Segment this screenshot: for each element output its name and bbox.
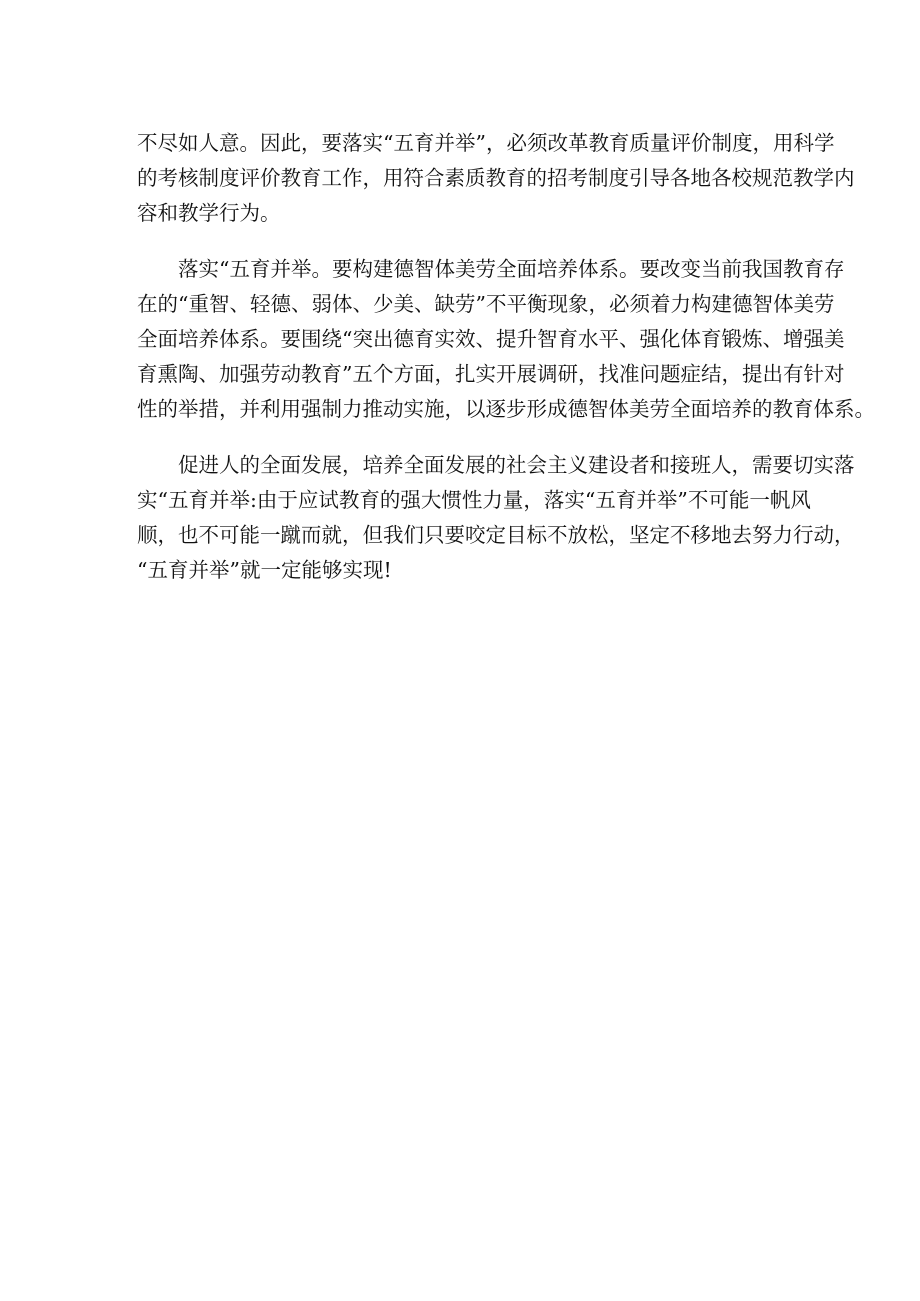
text-line: 顺，也不可能一蹴而就，但我们只要咬定目标不放松，坚定不移地去努力行动， xyxy=(137,523,855,547)
paragraph-spacer xyxy=(137,231,787,252)
text-line: 落实“五育并举。要构建德智体美劳全面培养体系。要改变当前我国教育存 xyxy=(137,257,845,281)
text-line: “五育并举”就一定能够实现! xyxy=(137,558,392,582)
text-line: 促进人的全面发展，培养全面发展的社会主义建设者和接班人，需要切实落 xyxy=(137,453,855,477)
text-line: 实“五育并举:由于应试教育的强大惯性力量，落实“五育并举”不可能一帆风 xyxy=(137,488,811,512)
text-line: 容和教学行为。 xyxy=(137,201,281,225)
document-body xyxy=(137,126,875,588)
text-line: 在的“重智、轻德、弱体、少美、缺劳”不平衡现象，必须着力构建德智体美劳 xyxy=(137,292,835,316)
paragraph-spacer xyxy=(137,427,787,448)
paragraph xyxy=(137,126,855,231)
text-line: 不尽如人意。因此，要落实“五育并举”，必须改革教育质量评价制度，用科学 xyxy=(137,131,835,155)
paragraph xyxy=(137,448,855,588)
text-line: 全面培养体系。要围绕“突出德育实效、提升智育水平、强化体育锻炼、增强美 xyxy=(137,327,845,351)
text-line: 的考核制度评价教育工作，用符合素质教育的招考制度引导各地各校规范教学内 xyxy=(137,166,855,190)
text-line: 育熏陶、加强劳动教育”五个方面，扎实开展调研，找准问题症结，提出有针对 xyxy=(137,362,845,386)
text-line: 性的举措，并利用强制力推动实施，以逐步形成德智体美劳全面培养的教育体系。 xyxy=(137,397,875,421)
paragraph xyxy=(137,252,875,427)
